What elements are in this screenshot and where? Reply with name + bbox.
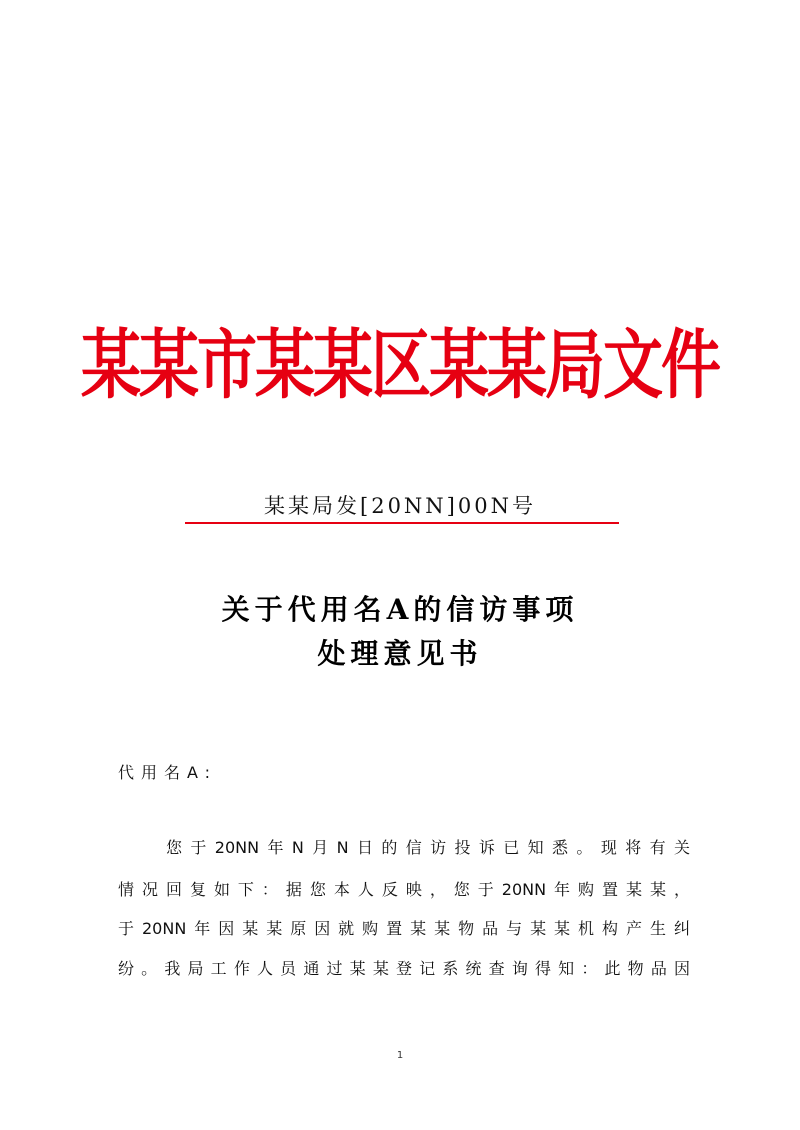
salutation: 代用名A: [118,763,218,782]
document-header-title: 某某市某某区某某局文件 [81,322,719,410]
red-divider-line [185,522,619,524]
body-text-line: 于20NN年因某某原因就购置某某物品与某某机构产生纠 [118,919,690,938]
page-number: 1 [396,1050,404,1061]
body-text-line: 您于20NN年N月N日的信访投诉已知悉。现将有关 [166,838,690,857]
document-title-line-2: 处理意见书 [317,637,483,670]
body-text-line: 纷。我局工作人员通过某某登记系统查询得知：此物品因 [118,959,690,978]
document-number: 某某局发[20NN]00N号 [264,494,536,518]
body-text-line: 情况回复如下：据您本人反映，您于20NN年购置某某， [118,880,690,899]
document-title-line-1: 关于代用名A的信访事项 [221,593,579,626]
